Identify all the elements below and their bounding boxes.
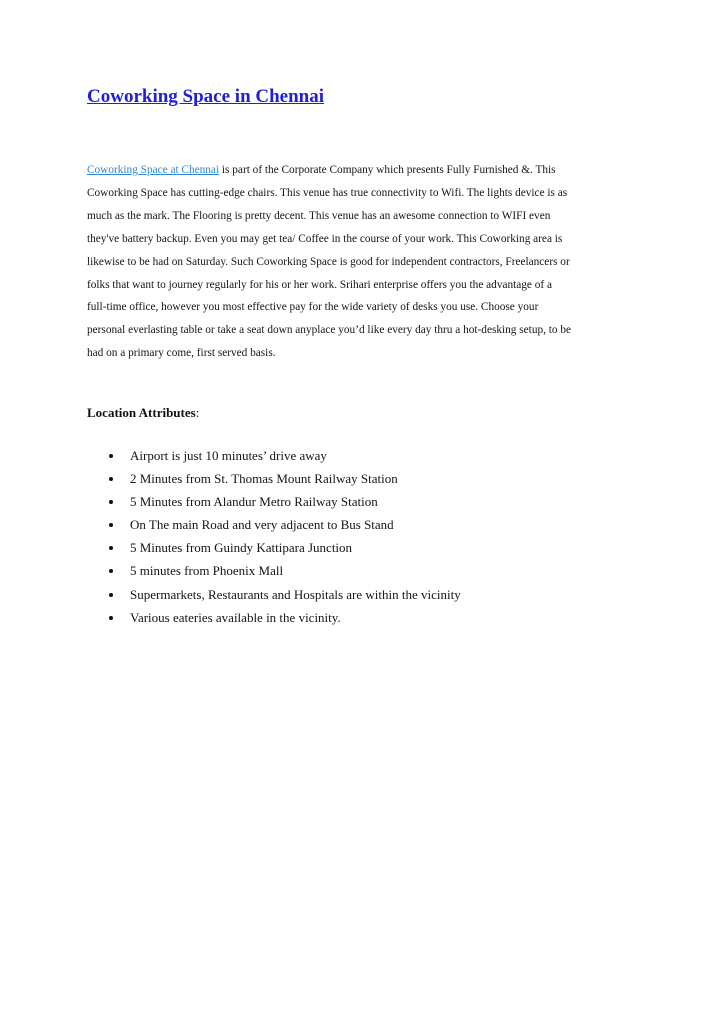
intro-line: had on a primary come, first served basis. (87, 347, 276, 360)
bullet-icon (109, 616, 113, 620)
list-item-text: 5 minutes from Phoenix Mall (130, 563, 284, 579)
list-item (87, 446, 647, 469)
location-attributes-heading (87, 405, 199, 421)
bullet-icon (109, 523, 113, 527)
list-item-text: Airport is just 10 minutes’ drive away (130, 448, 327, 463)
list-item (87, 492, 647, 515)
intro-line: Coworking Space has cutting-edge chairs. This venue has true connectivity to Wifi. The lights device is as (87, 186, 568, 199)
intro-line-1-text: is part of the Corporate Company which presents Fully Furnished &. This (219, 164, 556, 176)
intro-line: much as the mark. The Flooring is pretty decent. This venue has an awesome connection to WIFI even (87, 209, 551, 222)
list-item-text: 5 Minutes from Guindy Kattipara Junction (130, 540, 353, 556)
list-item-text: Supermarkets, Restaurants and Hospitals are within the vicinity (130, 586, 461, 602)
intro-line: they've battery backup. Even you may get tea/ Coffee in the course of your work. This Coworking area is (87, 232, 563, 245)
intro-line: folks that want to journey regularly for his or her work. Srihari enterprise offers you the advantage of a (87, 278, 553, 291)
bullet-icon (109, 454, 113, 458)
bullet-icon (109, 500, 113, 504)
list-item (87, 608, 647, 631)
intro-paragraph (87, 159, 637, 365)
list-item-text: Various eateries available in the vicinity. (130, 609, 341, 625)
list-item (87, 469, 647, 492)
intro-line: likewise to be had on Saturday. Such Coworking Space is good for independent contractors, Freelancers or (87, 255, 570, 268)
page-title-link[interactable]: Coworking Space in Chennai (87, 86, 325, 107)
bullet-icon (109, 477, 113, 481)
location-attributes-list (87, 446, 647, 631)
bullet-icon (109, 593, 113, 597)
location-heading-text: Location Attributes (87, 405, 196, 420)
bullet-icon (109, 546, 113, 550)
list-item (87, 585, 647, 608)
list-item-text: On The main Road and very adjacent to Bus Stand (130, 517, 394, 533)
bullet-icon (109, 569, 113, 573)
list-item-text: 5 Minutes from Alandur Metro Railway Station (130, 494, 378, 510)
intro-line-1 (87, 159, 637, 182)
intro-line: personal everlasting table or take a seat down anyplace you’d like every day thru a hot-desking setup, to be (87, 324, 572, 337)
intro-line: full-time office, however you most effective pay for the wide variety of desks you use. Choose your (87, 301, 539, 314)
list-item (87, 561, 647, 584)
list-item (87, 515, 647, 538)
list-item-text: 2 Minutes from St. Thomas Mount Railway Station (130, 471, 398, 487)
coworking-chennai-link[interactable]: Coworking Space at Chennai (87, 164, 220, 176)
list-item (87, 538, 647, 561)
location-heading-colon: : (195, 405, 200, 420)
